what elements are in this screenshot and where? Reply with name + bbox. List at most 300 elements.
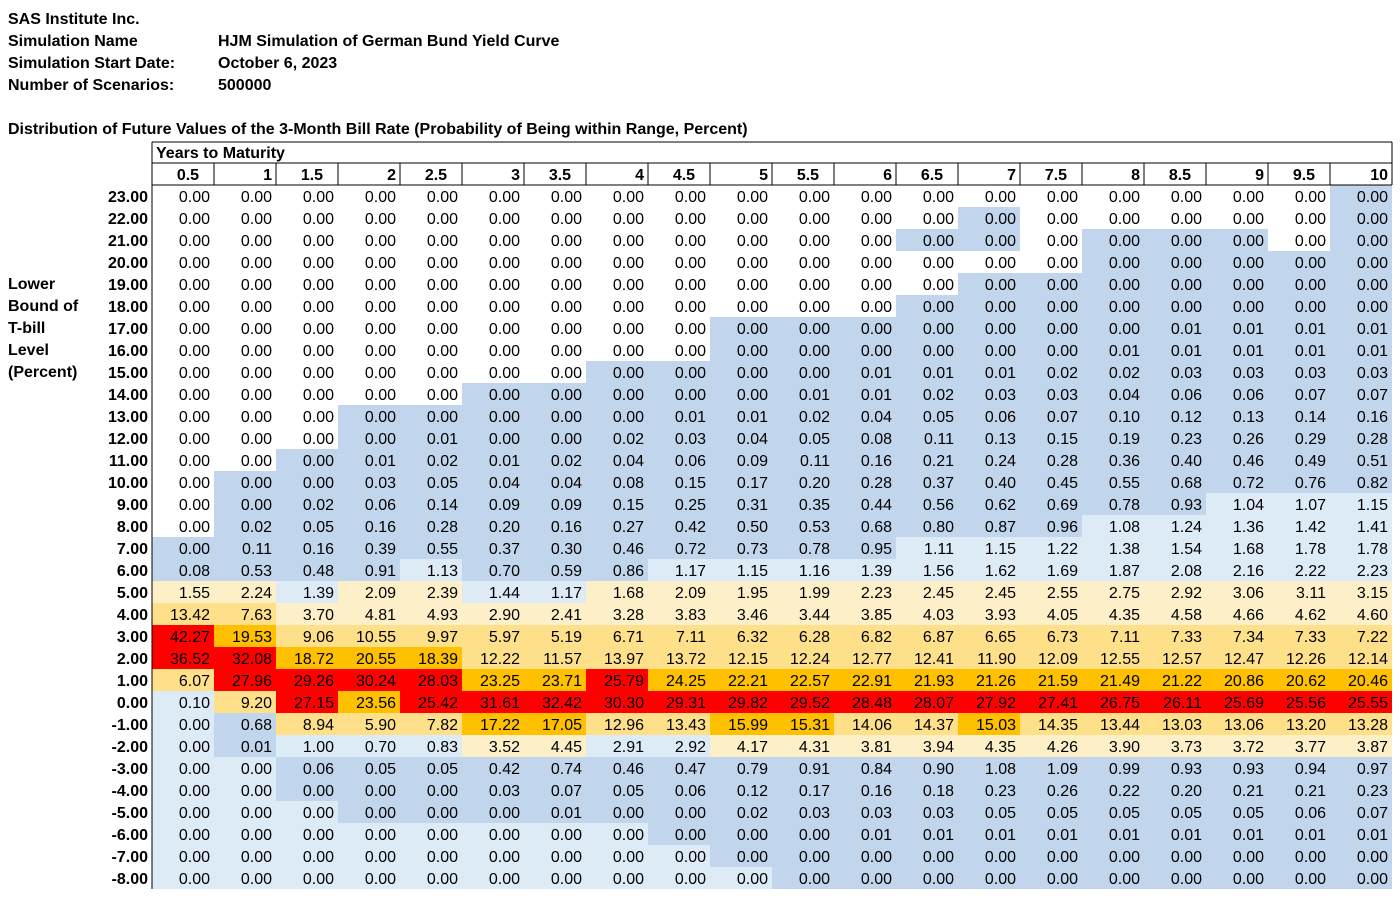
cell-value: 0.00: [302, 211, 334, 228]
cell-value: 0.68: [860, 519, 892, 536]
cell-value: 0.00: [798, 849, 830, 866]
cell-value: 1.68: [1232, 541, 1264, 558]
cell-value: 1.16: [798, 563, 830, 580]
cell-value: 0.02: [240, 519, 272, 536]
cell-value: 0.70: [364, 739, 396, 756]
cell-value: 0.00: [426, 827, 458, 844]
cell-value: 0.00: [240, 343, 272, 360]
cell-value: 0.00: [860, 321, 892, 338]
cell-value: 0.00: [1108, 277, 1140, 294]
cell-value: 0.16: [860, 783, 892, 800]
cell-value: 0.01: [488, 453, 520, 470]
cell-value: 0.01: [1232, 343, 1264, 360]
cell-value: 0.78: [1108, 497, 1140, 514]
cell-value: 0.05: [612, 783, 644, 800]
cell-value: 0.00: [1356, 277, 1388, 294]
cell-value: 0.00: [364, 299, 396, 316]
cell-value: 0.01: [860, 387, 892, 404]
cell-value: 0.26: [1232, 431, 1264, 448]
cell-value: 3.44: [798, 607, 830, 624]
cell-value: 0.00: [1356, 233, 1388, 250]
cell-value: 0.00: [1046, 255, 1078, 272]
cell-value: 0.00: [612, 189, 644, 206]
cell-value: 27.92: [975, 695, 1016, 712]
cell-value: 5.97: [488, 629, 520, 646]
cell-value: 1.13: [426, 563, 458, 580]
cell-value: 0.78: [798, 541, 830, 558]
cell-value: 0.00: [364, 365, 396, 382]
cell-value: 0.00: [1232, 277, 1264, 294]
cell-value: 0.00: [860, 299, 892, 316]
cell-value: 29.31: [665, 695, 706, 712]
cell-value: 0.23: [1356, 783, 1388, 800]
cell-value: 11.57: [543, 651, 582, 668]
cell-value: 0.00: [1232, 299, 1264, 316]
cell-value: 0.00: [178, 343, 210, 360]
cell-value: 12.47: [1223, 651, 1264, 668]
cell-value: 0.00: [302, 299, 334, 316]
cell-value: 1.62: [984, 563, 1016, 580]
cell-value: 0.16: [364, 519, 396, 536]
cell-value: 0.22: [1108, 783, 1140, 800]
cell-value: 0.00: [1294, 871, 1326, 888]
cell-value: 0.00: [364, 827, 396, 844]
cell-value: 0.00: [736, 321, 768, 338]
cell-value: 6.32: [736, 629, 768, 646]
cell-value: 0.16: [550, 519, 582, 536]
cell-value: 13.72: [665, 651, 706, 668]
cell-value: 0.00: [922, 189, 954, 206]
cell-value: 25.79: [603, 673, 644, 690]
y-tick-label: -8.00: [111, 871, 148, 888]
cell-value: 12.96: [603, 717, 644, 734]
cell-value: 3.94: [922, 739, 954, 756]
cell-value: 0.00: [1046, 343, 1078, 360]
cell-value: 0.00: [302, 255, 334, 272]
cell-value: 0.42: [674, 519, 706, 536]
cell-value: 0.00: [984, 277, 1016, 294]
cell-value: 0.00: [1294, 233, 1326, 250]
cell-value: 0.00: [426, 343, 458, 360]
cell-value: 0.00: [860, 189, 892, 206]
cell-value: 0.00: [1046, 849, 1078, 866]
cell-value: 0.94: [1294, 761, 1326, 778]
cell-value: 9.97: [426, 629, 458, 646]
cell-value: 0.00: [1046, 299, 1078, 316]
cell-value: 0.01: [240, 739, 272, 756]
cell-value: 0.01: [1170, 321, 1202, 338]
cell-value: 0.28: [1046, 453, 1078, 470]
cell-value: 0.96: [1046, 519, 1078, 536]
cell-value: 0.30: [550, 541, 582, 558]
cell-value: 0.00: [674, 233, 706, 250]
cell-value: 0.00: [550, 299, 582, 316]
cell-value: 0.11: [800, 453, 830, 470]
start-date-label: Simulation Start Date:: [8, 55, 176, 72]
cell-value: 0.15: [612, 497, 644, 514]
cell-value: 0.25: [674, 497, 706, 514]
cell-value: 0.00: [860, 277, 892, 294]
cell-value: 0.00: [488, 871, 520, 888]
cell-value: 0.02: [1108, 365, 1140, 382]
x-tick-label: 6: [883, 167, 892, 184]
cell-value: 0.00: [426, 849, 458, 866]
cell-value: 0.01: [984, 365, 1016, 382]
cell-value: 4.35: [1108, 607, 1140, 624]
cell-value: 0.00: [612, 409, 644, 426]
cell-value: 0.00: [674, 387, 706, 404]
cell-value: 9.06: [302, 629, 334, 646]
cell-value: 0.82: [1356, 475, 1388, 492]
cell-value: 4.81: [364, 607, 396, 624]
cell-value: 25.42: [417, 695, 458, 712]
cell-value: 0.00: [1170, 211, 1202, 228]
cell-value: 0.20: [1170, 783, 1202, 800]
cell-value: 0.03: [674, 431, 706, 448]
cell-value: 0.91: [798, 761, 830, 778]
cell-value: 0.00: [240, 255, 272, 272]
cell-value: 4.26: [1046, 739, 1078, 756]
cell-value: 0.00: [426, 783, 458, 800]
cell-value: 1.99: [798, 585, 830, 602]
cell-value: 0.00: [302, 343, 334, 360]
cell-value: 2.23: [1356, 563, 1388, 580]
cell-value: 0.00: [922, 233, 954, 250]
cell-value: 27.96: [231, 673, 272, 690]
cell-value: 6.28: [798, 629, 830, 646]
cell-value: 0.01: [922, 827, 954, 844]
y-tick-label: 8.00: [116, 519, 148, 536]
cell-value: 0.00: [240, 453, 272, 470]
cell-value: 6.87: [922, 629, 954, 646]
cell-value: 0.00: [1108, 849, 1140, 866]
cell-value: 0.00: [302, 805, 334, 822]
cell-value: 3.73: [1170, 739, 1202, 756]
cell-value: 0.00: [736, 299, 768, 316]
cell-value: 0.00: [426, 255, 458, 272]
scenarios-value: 500000: [218, 77, 272, 94]
cell-value: 0.47: [674, 761, 706, 778]
cell-value: 0.05: [1170, 805, 1202, 822]
y-tick-label: -6.00: [111, 827, 148, 844]
cell-value: 5.90: [364, 717, 396, 734]
cell-value: 0.00: [302, 387, 334, 404]
cell-value: 0.00: [1170, 849, 1202, 866]
y-tick-label: 4.00: [116, 607, 148, 624]
cell-value: 13.28: [1347, 717, 1388, 734]
cell-value: 3.93: [984, 607, 1016, 624]
cell-value: 0.00: [612, 299, 644, 316]
cell-value: 0.01: [1108, 343, 1140, 360]
cell-value: 2.92: [1170, 585, 1202, 602]
cell-value: 0.29: [1294, 431, 1326, 448]
cell-value: 0.01: [1294, 827, 1326, 844]
cell-value: 0.91: [364, 563, 396, 580]
cell-value: 1.54: [1170, 541, 1202, 558]
cell-value: 0.49: [1294, 453, 1326, 470]
cell-value: 0.20: [798, 475, 830, 492]
cell-value: 0.16: [860, 453, 892, 470]
cell-value: 0.04: [1108, 387, 1140, 404]
cell-value: 0.00: [178, 761, 210, 778]
cell-value: 0.09: [736, 453, 768, 470]
cell-value: 0.31: [736, 497, 768, 514]
cell-value: 0.00: [178, 717, 210, 734]
cell-value: 0.00: [302, 871, 334, 888]
cell-value: 0.00: [1232, 211, 1264, 228]
x-tick-label: 4: [635, 167, 644, 184]
cell-value: 0.00: [922, 277, 954, 294]
cell-value: 0.01: [1232, 827, 1264, 844]
cell-value: 0.03: [860, 805, 892, 822]
cell-value: 0.00: [798, 277, 830, 294]
cell-value: 0.00: [798, 299, 830, 316]
y-tick-label: 13.00: [107, 409, 148, 426]
cell-value: 0.00: [488, 849, 520, 866]
cell-value: 0.00: [674, 255, 706, 272]
cell-value: 17.22: [479, 717, 520, 734]
cell-value: 22.91: [851, 673, 892, 690]
cell-value: 0.00: [426, 805, 458, 822]
cell-value: 0.72: [1232, 475, 1264, 492]
y-tick-label: 22.00: [107, 211, 148, 228]
cell-value: 0.06: [674, 453, 706, 470]
x-tick-label: 7: [1007, 167, 1016, 184]
cell-value: 0.93: [1170, 761, 1202, 778]
cell-value: 0.76: [1294, 475, 1326, 492]
cell-value: 0.00: [674, 871, 706, 888]
cell-value: 0.04: [736, 431, 768, 448]
cell-value: 0.00: [302, 277, 334, 294]
cell-value: 0.00: [612, 343, 644, 360]
cell-value: 0.00: [612, 827, 644, 844]
cell-value: 0.00: [674, 277, 706, 294]
cell-value: 25.56: [1285, 695, 1326, 712]
cell-value: 0.00: [550, 365, 582, 382]
cell-value: 0.00: [178, 519, 210, 536]
x-tick-label: 8: [1131, 167, 1140, 184]
cell-value: 0.08: [612, 475, 644, 492]
cell-value: 2.39: [426, 585, 458, 602]
cell-value: 0.05: [426, 761, 458, 778]
cell-value: 0.00: [364, 277, 396, 294]
cell-value: 0.00: [550, 321, 582, 338]
cell-value: 0.00: [426, 211, 458, 228]
cell-value: 0.00: [178, 431, 210, 448]
cell-value: 0.03: [984, 387, 1016, 404]
cell-value: 0.00: [488, 431, 520, 448]
cell-value: 0.00: [736, 189, 768, 206]
cell-value: 12.14: [1347, 651, 1388, 668]
cell-value: 0.00: [674, 827, 706, 844]
cell-value: 1.36: [1232, 519, 1264, 536]
x-tick-label: 5: [759, 167, 768, 184]
cell-value: 1.07: [1294, 497, 1326, 514]
cell-value: 4.05: [1046, 607, 1078, 624]
cell-value: 0.00: [240, 849, 272, 866]
cell-value: 0.01: [736, 409, 768, 426]
cell-value: 0.00: [1170, 189, 1202, 206]
cell-value: 0.00: [364, 255, 396, 272]
y-tick-label: 7.00: [116, 541, 148, 558]
cell-value: 0.00: [674, 343, 706, 360]
cell-value: 0.00: [488, 211, 520, 228]
cell-value: 0.00: [1356, 255, 1388, 272]
cell-value: 0.00: [922, 255, 954, 272]
cell-value: 0.00: [1046, 321, 1078, 338]
cell-value: 0.00: [1232, 849, 1264, 866]
x-tick-label: 8.5: [1168, 167, 1192, 184]
cell-value: 0.16: [1356, 409, 1388, 426]
cell-value: 0.00: [798, 189, 830, 206]
cell-value: 0.00: [1108, 299, 1140, 316]
cell-value: 0.02: [612, 431, 644, 448]
cell-value: 0.45: [1046, 475, 1078, 492]
cell-value: 0.00: [178, 255, 210, 272]
cell-value: 0.09: [550, 497, 582, 514]
x-tick-label: 2.5: [424, 167, 448, 184]
cell-value: 0.51: [1356, 453, 1388, 470]
cell-value: 0.09: [488, 497, 520, 514]
x-tick-label: 1.5: [300, 167, 324, 184]
cell-value: 1.08: [984, 761, 1016, 778]
cell-value: 0.00: [302, 475, 334, 492]
cell-value: 0.00: [736, 365, 768, 382]
cell-value: 32.42: [541, 695, 582, 712]
cell-value: 0.00: [1108, 871, 1140, 888]
cell-value: 0.00: [426, 365, 458, 382]
cell-value: 18.39: [417, 651, 458, 668]
cell-value: 0.00: [984, 849, 1016, 866]
cell-value: 0.00: [240, 299, 272, 316]
cell-value: 0.00: [240, 827, 272, 844]
cell-value: 0.00: [798, 827, 830, 844]
cell-value: 0.23: [1170, 431, 1202, 448]
cell-value: 0.21: [1294, 783, 1326, 800]
cell-value: 0.02: [736, 805, 768, 822]
cell-value: 0.00: [240, 277, 272, 294]
cell-value: 0.01: [364, 453, 396, 470]
cell-value: 1.95: [736, 585, 768, 602]
cell-value: 2.09: [364, 585, 396, 602]
cell-value: 0.00: [302, 321, 334, 338]
cell-value: 0.00: [240, 497, 272, 514]
cell-value: 0.00: [302, 409, 334, 426]
cell-value: 0.00: [240, 211, 272, 228]
cell-value: 0.46: [612, 761, 644, 778]
cell-value: 0.27: [612, 519, 644, 536]
cell-value: 0.11: [924, 431, 954, 448]
cell-value: 0.00: [364, 211, 396, 228]
cell-value: 0.00: [1294, 277, 1326, 294]
y-tick-label: 23.00: [107, 189, 148, 206]
cell-value: 0.00: [550, 189, 582, 206]
cell-value: 0.19: [1108, 431, 1140, 448]
cell-value: 0.04: [550, 475, 582, 492]
cell-value: 18.72: [293, 651, 334, 668]
cell-value: 0.00: [178, 871, 210, 888]
cell-value: 0.00: [1046, 277, 1078, 294]
cell-value: 0.00: [178, 189, 210, 206]
cell-value: 0.00: [736, 387, 768, 404]
cell-value: 15.99: [727, 717, 768, 734]
cell-value: 0.00: [1046, 233, 1078, 250]
cell-value: 0.05: [798, 431, 830, 448]
chart-title: Distribution of Future Values of the 3-Month Bill Rate (Probability of Being within Range, Percent): [8, 121, 748, 138]
cell-value: 12.41: [913, 651, 954, 668]
cell-value: 0.00: [736, 233, 768, 250]
cell-value: 0.00: [302, 365, 334, 382]
cell-value: 14.06: [851, 717, 892, 734]
cell-value: 6.07: [178, 673, 210, 690]
cell-value: 0.00: [984, 233, 1016, 250]
cell-value: 0.00: [674, 211, 706, 228]
cell-value: 21.49: [1099, 673, 1140, 690]
cell-value: 0.00: [426, 321, 458, 338]
cell-value: 0.00: [1356, 211, 1388, 228]
cell-value: 0.36: [1108, 453, 1140, 470]
cell-value: 2.08: [1170, 563, 1202, 580]
cell-value: 0.46: [1232, 453, 1264, 470]
cell-value: 0.00: [488, 321, 520, 338]
cell-value: 0.00: [1170, 299, 1202, 316]
y-tick-label: 19.00: [107, 277, 148, 294]
y-tick-label: 3.00: [116, 629, 148, 646]
cell-value: 1.17: [550, 585, 582, 602]
cell-value: 24.25: [665, 673, 706, 690]
cell-value: 0.03: [922, 805, 954, 822]
cell-value: 0.00: [426, 871, 458, 888]
cell-value: 1.09: [1046, 761, 1078, 778]
cell-value: 11.90: [977, 651, 1016, 668]
cell-value: 0.00: [612, 365, 644, 382]
cell-value: 4.60: [1356, 607, 1388, 624]
cell-value: 0.00: [364, 321, 396, 338]
cell-value: 0.00: [488, 827, 520, 844]
cell-value: 0.00: [1108, 189, 1140, 206]
cell-value: 0.00: [612, 321, 644, 338]
cell-value: 0.05: [302, 519, 334, 536]
cell-value: 0.21: [1232, 783, 1264, 800]
cell-value: 0.21: [922, 453, 954, 470]
x-tick-label: 7.5: [1044, 167, 1068, 184]
cell-value: 4.58: [1170, 607, 1202, 624]
cell-value: 0.00: [612, 255, 644, 272]
cell-value: 20.62: [1285, 673, 1326, 690]
cell-value: 4.62: [1294, 607, 1326, 624]
cell-value: 0.00: [178, 211, 210, 228]
cell-value: 14.35: [1037, 717, 1078, 734]
cell-value: 0.62: [984, 497, 1016, 514]
cell-value: 3.81: [860, 739, 892, 756]
cell-value: 13.20: [1285, 717, 1326, 734]
cell-value: 0.01: [426, 431, 458, 448]
y-axis-label-line: Bound of: [8, 298, 79, 315]
cell-value: 0.01: [1294, 343, 1326, 360]
cell-value: 13.97: [603, 651, 644, 668]
cell-value: 1.87: [1108, 563, 1140, 580]
y-tick-label: -5.00: [111, 805, 148, 822]
cell-value: 0.00: [240, 233, 272, 250]
cell-value: 0.05: [364, 761, 396, 778]
cell-value: 0.00: [364, 805, 396, 822]
cell-value: 0.00: [1046, 871, 1078, 888]
cell-value: 7.11: [676, 629, 706, 646]
cell-value: 1.41: [1356, 519, 1388, 536]
cell-value: 0.39: [364, 541, 396, 558]
cell-value: 0.00: [922, 871, 954, 888]
cell-value: 0.69: [1046, 497, 1078, 514]
